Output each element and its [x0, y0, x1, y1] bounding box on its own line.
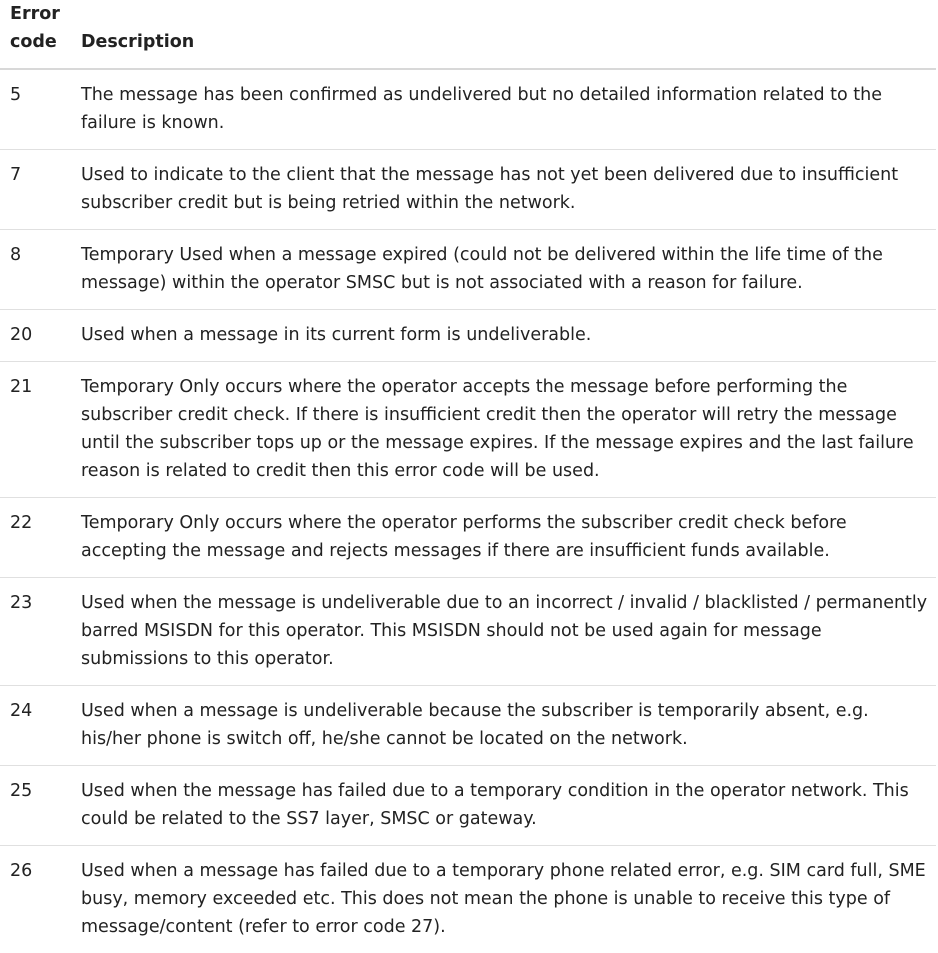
table-row [0, 766, 936, 846]
table-row [0, 69, 936, 150]
description-cell: Used when the message has failed due to a temporary condition in the operator network. This could be related to the SS7 layer, SMSC or gateway. [70, 766, 936, 846]
error-code-cell: 26 [0, 846, 70, 953]
table-body [0, 69, 936, 953]
error-code-cell: 8 [0, 230, 70, 310]
header-row [0, 0, 936, 69]
description-cell: Used to indicate to the client that the message has not yet been delivered due to insufficient subscriber credit but is being retried within the network. [70, 150, 936, 230]
description-cell: Used when the message is undeliverable due to an incorrect / invalid / blacklisted / permanently barred MSISDN for this operator. This MSISDN should not be used again for message submissions to this operator. [70, 578, 936, 686]
error-code-cell: 24 [0, 686, 70, 766]
error-code-cell: 7 [0, 150, 70, 230]
description-cell: Used when a message is undeliverable because the subscriber is temporarily absent, e.g. his/her phone is switch off, he/she cannot be located on the network. [70, 686, 936, 766]
error-code-cell: 22 [0, 498, 70, 578]
table-row [0, 686, 936, 766]
description-cell: Used when a message in its current form is undeliverable. [70, 310, 936, 362]
table-row [0, 498, 936, 578]
table-row [0, 150, 936, 230]
error-code-cell: 20 [0, 310, 70, 362]
table-row [0, 362, 936, 498]
header-error-code [0, 0, 70, 69]
error-code-cell: 25 [0, 766, 70, 846]
error-code-cell: 5 [0, 69, 70, 150]
description-cell: Temporary Only occurs where the operator accepts the message before performing the subscriber credit check. If there is insufficient credit then the operator will retry the message until the subscriber tops up or the message expires. If the message expires and the last failure reason is related to credit then this error code will be used. [70, 362, 936, 498]
description-cell: Used when a message has failed due to a temporary phone related error, e.g. SIM card full, SME busy, memory exceeded etc. This does not mean the phone is unable to receive this type of message/content (refer to error code 27). [70, 846, 936, 953]
description-cell: Temporary Used when a message expired (could not be delivered within the life time of the message) within the operator SMSC but is not associated with a reason for failure. [70, 230, 936, 310]
table-row [0, 230, 936, 310]
table-row [0, 846, 936, 953]
table-header [0, 0, 936, 69]
header-error-code-label: Error code [10, 4, 60, 52]
header-description [70, 0, 936, 69]
description-cell: Temporary Only occurs where the operator performs the subscriber credit check before accepting the message and rejects messages if there are insufficient funds available. [70, 498, 936, 578]
header-description-label: Description [81, 32, 194, 52]
error-code-cell: 21 [0, 362, 70, 498]
table-row [0, 310, 936, 362]
error-code-cell: 23 [0, 578, 70, 686]
description-cell: The message has been confirmed as undelivered but no detailed information related to the failure is known. [70, 69, 936, 150]
table-row [0, 578, 936, 686]
